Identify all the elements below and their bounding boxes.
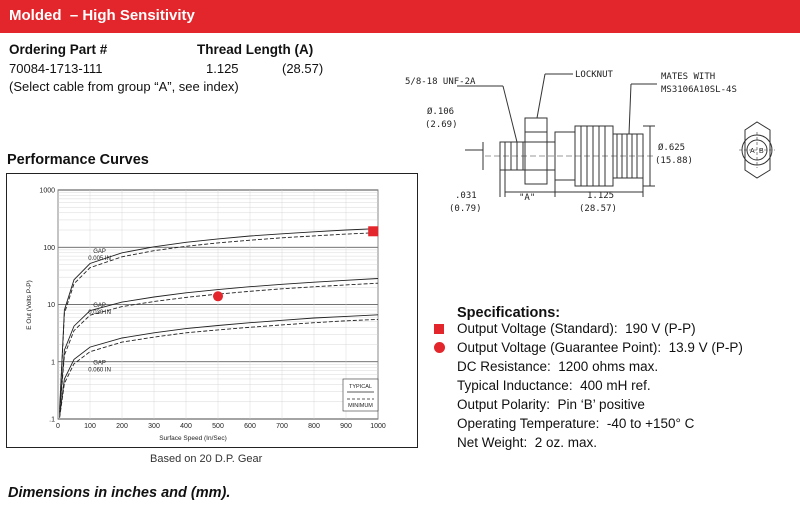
spec-inductance: Typical Inductance: 400 mH ref. bbox=[457, 378, 651, 393]
chart-legend bbox=[343, 379, 378, 411]
sensor-dimension-drawing bbox=[405, 62, 790, 212]
standard-marker-square bbox=[434, 324, 444, 334]
legend-minimum-label: MINIMUM bbox=[348, 403, 373, 409]
pin-a-label: A bbox=[750, 148, 755, 155]
chart-ticks bbox=[39, 188, 385, 431]
x-tick-label: 100 bbox=[84, 423, 96, 430]
locknut bbox=[525, 118, 547, 184]
x-tick-label: 800 bbox=[308, 423, 320, 430]
ordering-part-label: Ordering Part # bbox=[9, 42, 108, 57]
x-tick-label: 1000 bbox=[370, 423, 386, 430]
chart-gap-labels bbox=[88, 249, 111, 374]
large-diameter-mm: (15.88) bbox=[655, 156, 693, 166]
page-title: Molded – High Sensitivity bbox=[9, 7, 195, 24]
spec-dc-resistance: DC Resistance: 1200 ohms max. bbox=[457, 359, 659, 374]
gap-dimension-in: .031 bbox=[455, 191, 477, 201]
x-tick-label: 700 bbox=[276, 423, 288, 430]
small-diameter-in: Ø.106 bbox=[427, 107, 455, 117]
chart-y-label: E Out (Volts P-P) bbox=[26, 280, 33, 330]
x-tick-label: 500 bbox=[212, 423, 224, 430]
locknut-label: LOCKNUT bbox=[575, 70, 613, 80]
mates-part-label: MS3106A10SL-4S bbox=[661, 85, 737, 95]
spec-output-standard: Output Voltage (Standard): 190 V (P-P) bbox=[457, 321, 696, 336]
chart-grid bbox=[58, 190, 378, 419]
specifications-title: Specifications: bbox=[457, 305, 561, 321]
y-tick-label: 1 bbox=[51, 359, 55, 367]
x-tick-label: 0 bbox=[56, 423, 60, 430]
x-tick-label: 300 bbox=[148, 423, 160, 430]
thread-spec-label: 5/8-18 UNF-2A bbox=[405, 77, 476, 87]
spec-output-guarantee: Output Voltage (Guarantee Point): 13.9 V (P-P) bbox=[457, 340, 743, 355]
gap-dimension-mm: (0.79) bbox=[449, 204, 482, 212]
performance-curves-title: Performance Curves bbox=[7, 152, 149, 168]
y-tick-label: 1000 bbox=[39, 187, 55, 195]
dimensions-note: Dimensions in inches and (mm). bbox=[8, 485, 231, 501]
part-number: 70084-1713-111 bbox=[9, 61, 103, 76]
curve-minimum bbox=[60, 283, 378, 414]
large-diameter-in: Ø.625 bbox=[658, 143, 686, 153]
thread-length-mm: (28.57) bbox=[282, 61, 324, 76]
header-banner bbox=[0, 0, 800, 33]
marker-guarantee-circle bbox=[213, 291, 223, 301]
a-dimension-label: "A" bbox=[519, 193, 536, 203]
thread-length-in: 1.125 bbox=[206, 61, 239, 76]
marker-standard-square bbox=[368, 226, 378, 236]
gap-label: 0.030 IN bbox=[88, 310, 111, 317]
chart-caption: Based on 20 D.P. Gear bbox=[150, 453, 263, 465]
x-tick-label: 400 bbox=[180, 423, 192, 430]
legend-typical-label: TYPICAL bbox=[349, 384, 372, 390]
spec-weight: Net Weight: 2 oz. max. bbox=[457, 435, 598, 450]
y-tick-label: 100 bbox=[43, 244, 55, 252]
mates-with-label: MATES WITH bbox=[661, 72, 716, 82]
x-tick-label: 600 bbox=[244, 423, 256, 430]
chart-x-label: Surface Speed (In/Sec) bbox=[159, 435, 227, 442]
guarantee-marker-circle bbox=[434, 342, 445, 353]
gap-label: 0.060 IN bbox=[88, 367, 111, 374]
x-tick-label: 900 bbox=[340, 423, 352, 430]
gap-label: GAP bbox=[93, 360, 106, 367]
length-dimension-mm: (28.57) bbox=[579, 204, 617, 212]
pin-b-label: B bbox=[759, 148, 764, 155]
y-tick-label: 10 bbox=[47, 302, 55, 309]
spec-temperature: Operating Temperature: -40 to +150° C bbox=[457, 416, 695, 431]
gap-label: GAP bbox=[93, 248, 106, 255]
cable-note: (Select cable from group “A”, see index) bbox=[9, 79, 239, 94]
gap-label: 0.005 IN bbox=[88, 255, 111, 262]
small-diameter-mm: (2.69) bbox=[425, 120, 458, 130]
thread-length-label: Thread Length (A) bbox=[197, 42, 314, 57]
length-dimension-in: 1.125 bbox=[587, 191, 615, 201]
performance-chart bbox=[6, 173, 418, 448]
spec-polarity: Output Polarity: Pin ‘B’ positive bbox=[457, 397, 645, 412]
x-tick-label: 200 bbox=[116, 423, 128, 430]
gap-label: GAP bbox=[93, 303, 106, 310]
y-tick-label: .1 bbox=[49, 416, 55, 424]
